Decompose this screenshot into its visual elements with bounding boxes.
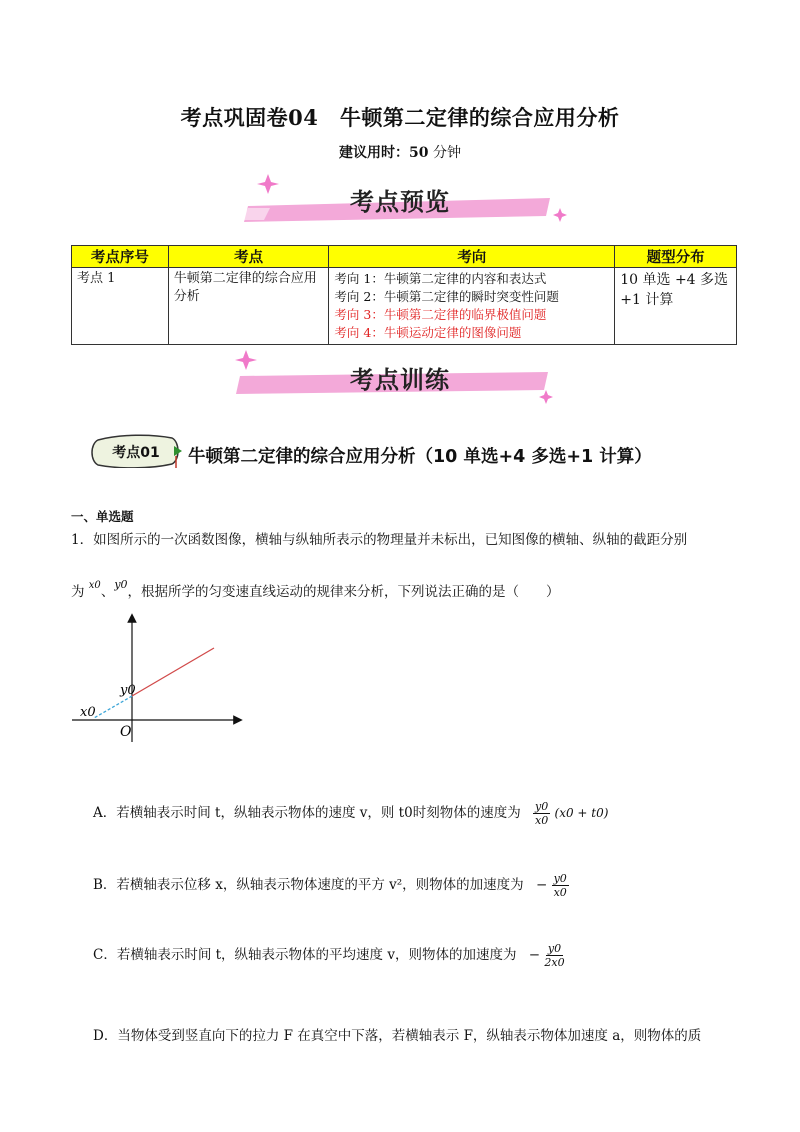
option-b-text: B．若横轴表示位移 x，纵轴表示物体速度的平方 v²，则物体的加速度为 (93, 877, 524, 893)
question-graph (72, 612, 252, 742)
question-line2-suffix: ，根据所学的匀变速直线运动的规律来分析，下列说法正确的是（ ） (127, 584, 560, 600)
option-c-text: C．若横轴表示时间 t，纵轴表示物体的平均速度 v，则物体的加速度为 (93, 947, 517, 963)
question-1-line-1: 1．如图所示的一次函数图像，横轴与纵轴所表示的物理量并未标出，已知图像的横轴、纵轴的截距分别 (71, 532, 688, 548)
option-a-den: x0 (535, 814, 549, 827)
question-x0: x0 (88, 580, 101, 591)
overview-header-row (72, 246, 737, 268)
direction-3: 考向 3：牛顿第二定律的临界极值问题 (334, 307, 547, 322)
option-c-sign: − (528, 947, 541, 963)
direction-4: 考向 4：牛顿运动定律的图像问题 (334, 325, 522, 340)
overview-row (72, 268, 737, 345)
overview-table (71, 245, 737, 345)
header-index: 考点序号 (72, 246, 169, 268)
section-title: 一、单选题 (71, 509, 134, 524)
suggested-time-unit: 分钟 (432, 145, 461, 161)
preview-banner (230, 172, 570, 232)
cell-distribution: 10 单选 +4 多选+1 计算 (615, 268, 737, 345)
direction-1: 考向 1：牛顿第二定律的内容和表达式 (334, 271, 547, 286)
option-a-tail: (x0 + t0) (554, 806, 609, 820)
option-c[interactable] (93, 942, 565, 969)
option-b-den: x0 (553, 886, 567, 899)
option-c-num: y0 (547, 942, 562, 955)
option-d-text: D．当物体受到竖直向下的拉力 F 在真空中下落，若横轴表示 F，纵轴表示物体加速度 a，则物体的质 (93, 1028, 702, 1044)
header-direction: 考向 (329, 246, 615, 268)
question-sep: 、 (100, 584, 115, 600)
graph-line (132, 648, 214, 696)
cell-point: 牛顿第二定律的综合应用分析 (168, 268, 329, 345)
option-a-text: A．若横轴表示时间 t，纵轴表示物体的速度 v，则 t0时刻物体的速度为 (93, 805, 521, 821)
point-section-header (90, 434, 750, 478)
option-b-fraction (552, 872, 569, 899)
option-b[interactable] (93, 872, 569, 899)
training-banner-label: 考点训练 (350, 366, 450, 394)
graph-y0-label: y0 (120, 683, 136, 698)
option-a-num: y0 (535, 800, 549, 813)
option-b-sign: − (535, 877, 548, 893)
suggested-time (0, 142, 800, 162)
cell-directions (329, 268, 615, 345)
preview-banner-label: 考点预览 (350, 188, 450, 216)
direction-2: 考向 2：牛顿第二定律的瞬时突变性问题 (334, 289, 559, 304)
option-a[interactable] (93, 800, 608, 827)
option-c-fraction (544, 942, 564, 969)
option-c-den: 2x0 (544, 956, 565, 969)
header-distribution: 题型分布 (615, 246, 737, 268)
graph-extension (94, 696, 132, 718)
suggested-time-value: 50 (409, 145, 429, 161)
point-badge-label: 考点01 (112, 445, 160, 461)
header-point: 考点 (168, 246, 329, 268)
option-b-num: y0 (553, 872, 567, 885)
cell-index: 考点 1 (72, 268, 169, 345)
option-a-fraction (533, 800, 550, 827)
option-d[interactable] (93, 1024, 701, 1044)
page-title: 考点巩固卷04 牛顿第二定律的综合应用分析 (180, 105, 620, 130)
graph-x0-label: x0 (80, 705, 96, 720)
question-line2-prefix: 为 (71, 584, 85, 600)
training-banner (230, 350, 570, 410)
question-y0: y0 (114, 578, 128, 591)
graph-origin-label: O (120, 724, 132, 740)
question-1-line-2 (71, 578, 560, 600)
point-heading: 牛顿第二定律的综合应用分析（10 单选+4 多选+1 计算） (188, 447, 652, 467)
suggested-time-label: 建议用时： (339, 145, 410, 161)
